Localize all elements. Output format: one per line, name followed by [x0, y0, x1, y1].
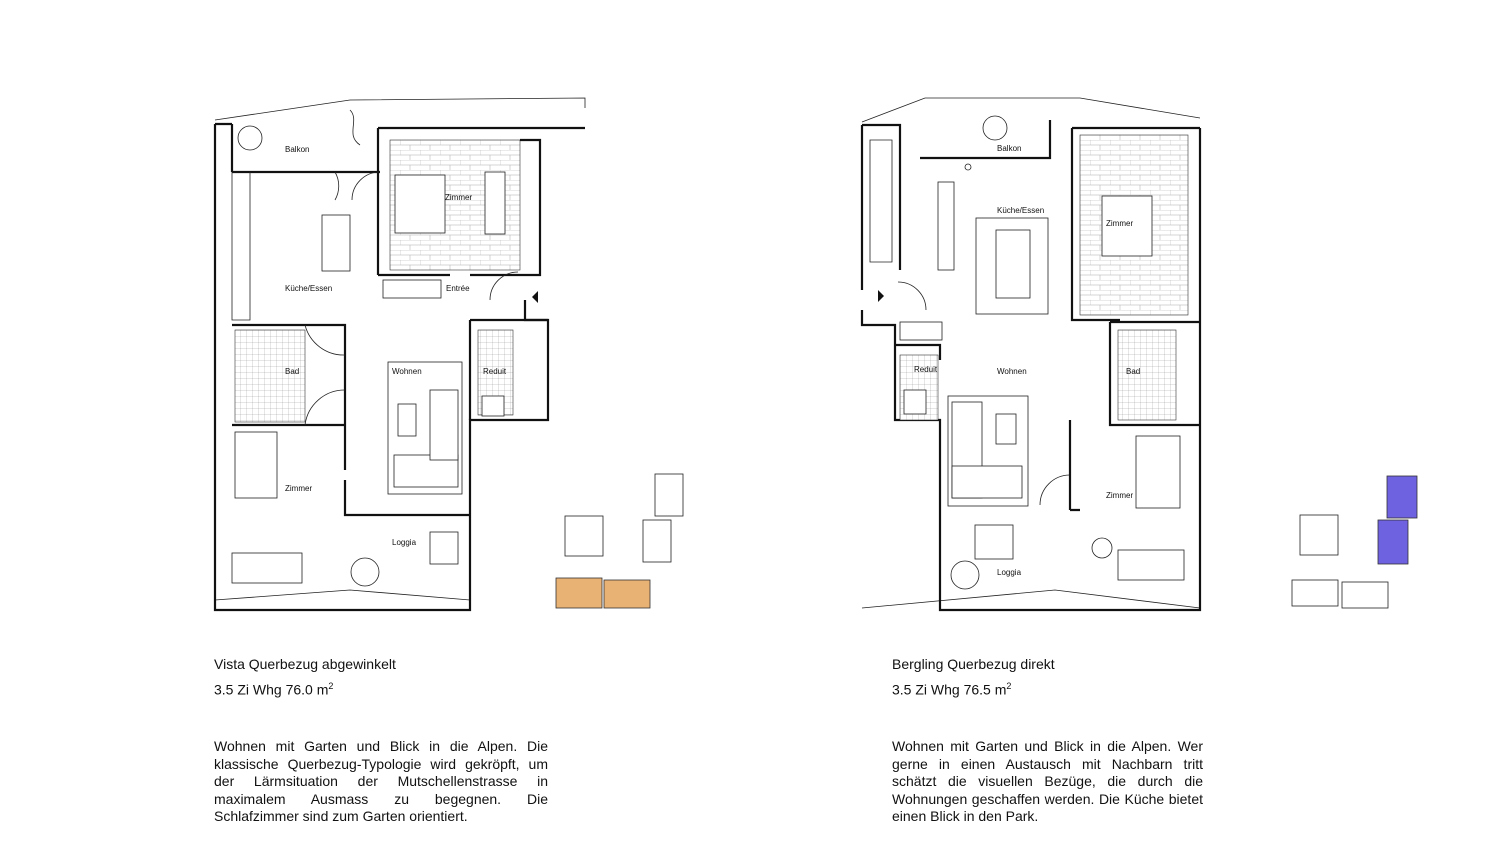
room-label-bad: Bad	[1126, 367, 1141, 376]
room-label-kueche: Küche/Essen	[285, 284, 333, 293]
kitchen-counter	[232, 172, 250, 320]
room-label-entree: Entrée	[446, 284, 470, 293]
room-label-zimmer-bottom: Zimmer	[1106, 491, 1134, 500]
key-plan-right	[1292, 476, 1417, 608]
room-label-balkon: Balkon	[997, 144, 1022, 153]
room-label-balkon: Balkon	[285, 145, 310, 154]
room-label-bad: Bad	[285, 367, 300, 376]
dining-table-left	[322, 215, 350, 271]
balcony-edge-top	[862, 98, 1200, 122]
triangle-entrance-icon	[532, 291, 538, 303]
plan-description-left: Wohnen mit Garten und Blick in die Alpen. Die klassische Querbezug-Typologie wird gekröpft, um der Lärmsituation der Mutschellenstrasse in maximalem Ausmass zu begegnen. Die Schlafzimmer sind zum Garten orientiert.	[214, 738, 548, 824]
plan-title-right: Bergling Querbezug direkt	[892, 656, 1055, 672]
entrance-door-swing-right	[898, 282, 926, 310]
plan-subtitle-right	[892, 676, 1011, 700]
reduit-appliance-right	[904, 390, 926, 414]
bed-zimmer-top	[395, 175, 445, 233]
plant-icon	[238, 126, 262, 150]
bad-door-swing	[305, 325, 345, 425]
key-plan-highlight	[1378, 520, 1408, 564]
loggia-edge-bottom	[862, 590, 1200, 608]
unit-superscript-right: 2	[1006, 681, 1012, 691]
plant-icon	[951, 561, 979, 589]
wardrobe-right	[900, 322, 942, 340]
triangle-entrance-icon	[878, 290, 884, 302]
room-label-loggia: Loggia	[997, 568, 1022, 577]
unit-superscript-left: 2	[328, 681, 334, 691]
kitchen-island	[938, 182, 954, 270]
bed-zimmer-bottom-right	[1136, 436, 1180, 508]
entrance-door-swing	[490, 272, 518, 300]
sofa-base-wohnen-right	[952, 466, 1022, 498]
coffee-table-left	[398, 404, 416, 436]
dot	[965, 164, 971, 170]
wardrobe-entree	[383, 280, 441, 298]
room-label-reduit: Reduit	[483, 367, 507, 376]
room-label-zimmer-top: Zimmer	[445, 193, 473, 202]
unit-size-right: 3.5 Zi Whg 76.5 m	[892, 681, 1007, 698]
plant-icon	[351, 558, 379, 586]
room-label-wohnen: Wohnen	[997, 367, 1027, 376]
coffee-table-right	[996, 414, 1016, 444]
bed-zimmer-bottom	[235, 432, 277, 498]
plan-description-right: Wohnen mit Garten und Blick in die Alpen. Wer gerne in einen Austausch mit Nachbarn tritt schätzt die visuellen Bezüge, die durch die Wohnungen geschaffen werden. Die Küche bietet einen Blick in den Park.	[892, 738, 1203, 824]
unit-size-left: 3.5 Zi Whg 76.0 m	[214, 681, 329, 698]
loggia-table-right	[975, 525, 1013, 559]
reduit-appliance	[482, 396, 504, 416]
loggia-edge-bottom	[215, 590, 470, 600]
key-plan-highlight	[556, 578, 602, 608]
floor-plan-right	[750, 0, 1500, 850]
balcony-door-swing	[335, 172, 380, 200]
bad-floor-left	[235, 330, 305, 422]
room-label-loggia: Loggia	[392, 538, 417, 547]
plant-icon	[350, 110, 360, 145]
room-label-wohnen: Wohnen	[392, 367, 422, 376]
sofa-side-wohnen-left	[430, 390, 458, 460]
loggia-door-swing	[1040, 475, 1070, 505]
plant-icon	[983, 116, 1007, 140]
balcony-edge-top	[215, 98, 585, 120]
room-label-kueche: Küche/Essen	[997, 206, 1045, 215]
dining-table-right	[996, 230, 1030, 298]
sideboard-zimmer-bottom-right	[1118, 550, 1184, 580]
desk-zimmer-top	[485, 172, 505, 234]
plan-panel-right	[750, 0, 1500, 850]
plan-subtitle-left	[214, 676, 333, 700]
room-label-zimmer-top: Zimmer	[1106, 219, 1134, 228]
key-plan-left	[556, 474, 683, 608]
zimmer-bottom-walls-right	[1070, 420, 1080, 510]
kitchen-counter-right	[870, 140, 892, 262]
sideboard-zimmer-bottom	[232, 553, 302, 583]
plant-icon	[1092, 538, 1112, 558]
room-label-zimmer-bottom: Zimmer	[285, 484, 313, 493]
key-plan-highlight	[604, 580, 650, 608]
loggia-table-left	[430, 532, 458, 564]
room-label-reduit: Reduit	[914, 365, 938, 374]
key-plan-highlight	[1387, 476, 1417, 518]
plan-title-left: Vista Querbezug abgewinkelt	[214, 656, 396, 672]
